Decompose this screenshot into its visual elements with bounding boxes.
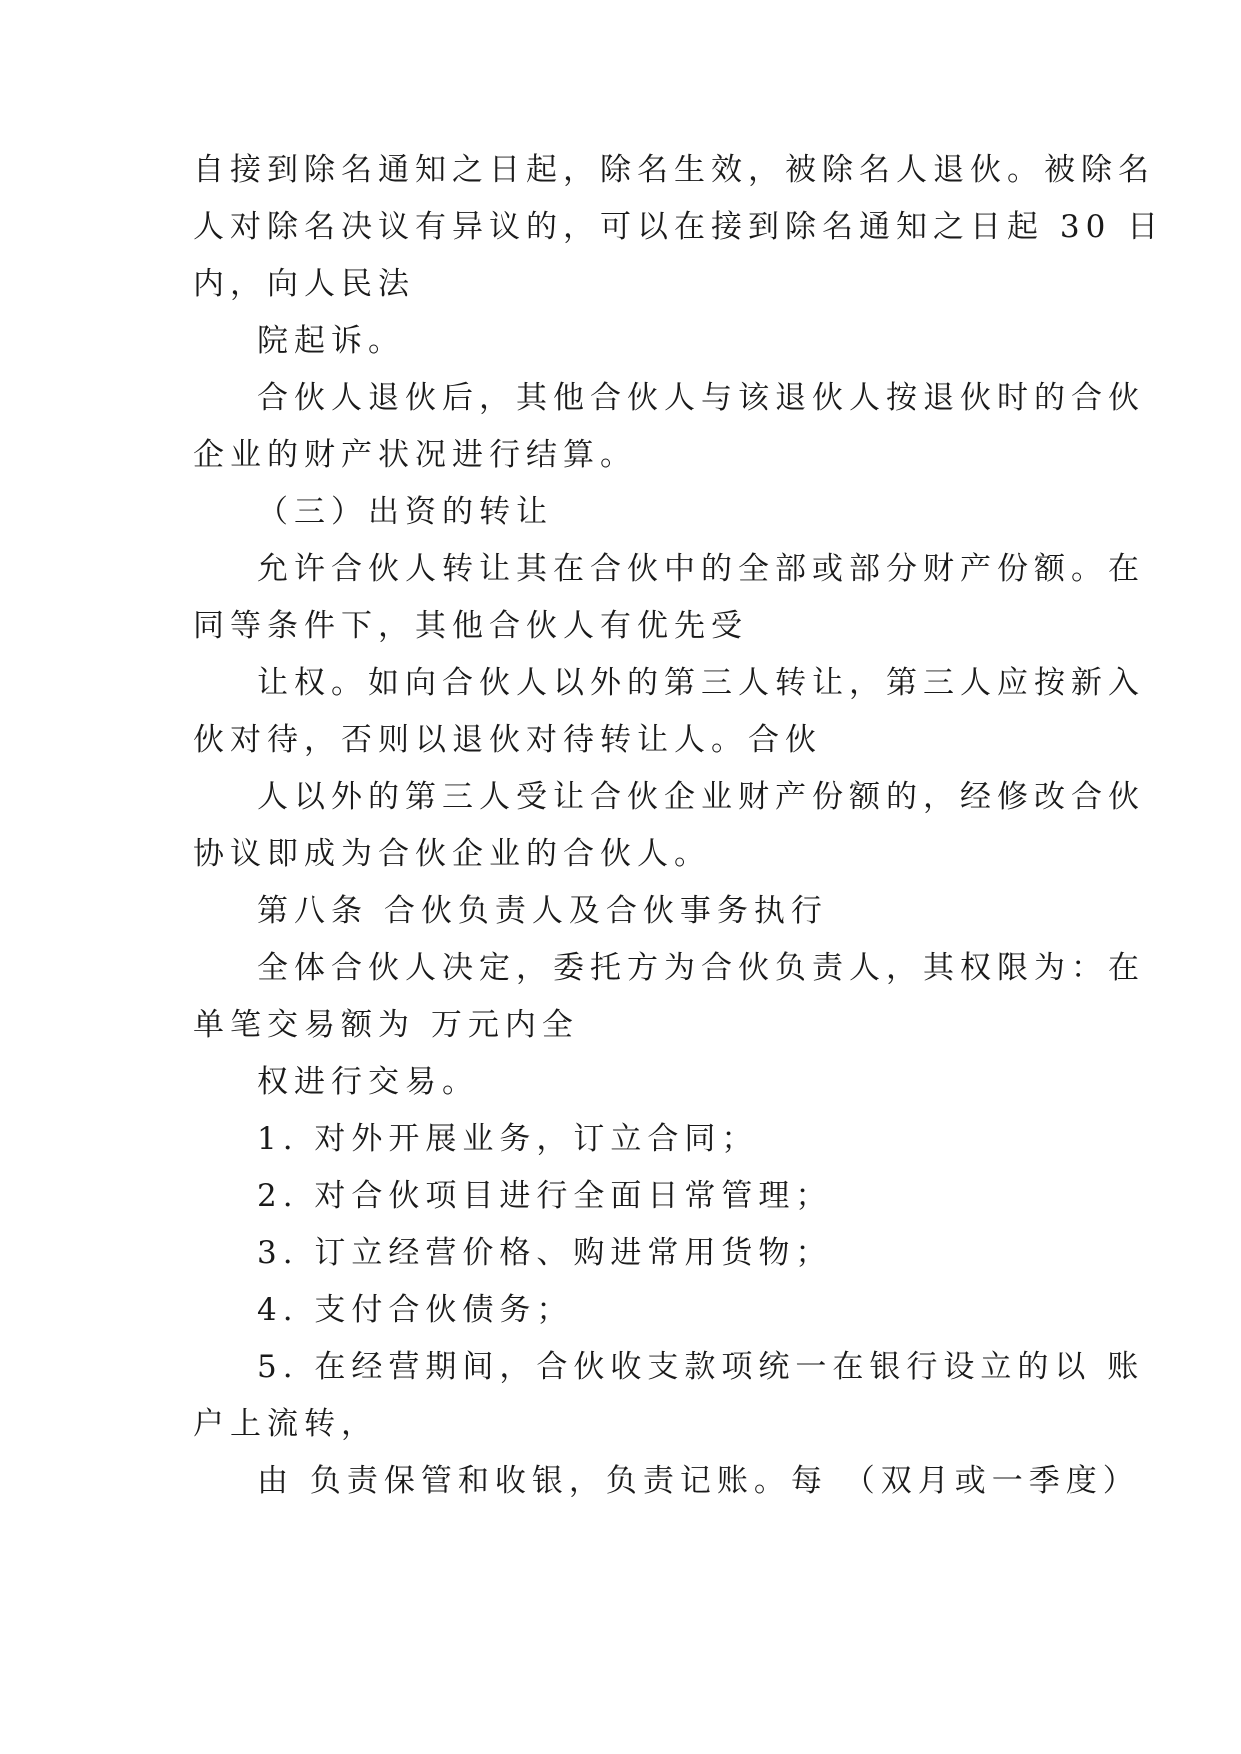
paragraph-line: 让权。如向合伙人以外的第三人转让，第三人应按新入	[257, 665, 1145, 701]
paragraph-line: 伙对待，否则以退伙对待转让人。合伙	[193, 722, 822, 758]
article-heading: 第八条 合伙负责人及合伙事务执行	[257, 893, 828, 929]
paragraph-line: 合伙人退伙后，其他合伙人与该退伙人按退伙时的合伙	[257, 380, 1145, 416]
paragraph-line: 院起诉。	[257, 323, 405, 359]
paragraph-line: 由 负责保管和收银，负责记账。每 （双月或一季度）	[257, 1463, 1140, 1499]
paragraph-line: 单笔交易额为 万元内全	[193, 1007, 579, 1043]
list-item: 3. 订立经营价格、购进常用货物；	[257, 1235, 833, 1271]
list-item: 1. 对外开展业务，订立合同；	[257, 1121, 759, 1157]
list-item: 4. 支付合伙债务；	[257, 1292, 574, 1328]
paragraph-line: 户上流转，	[193, 1406, 378, 1442]
paragraph-line: 允许合伙人转让其在合伙中的全部或部分财产份额。在	[257, 551, 1145, 587]
paragraph-line: 人对除名决议有异议的，可以在接到除名通知之日起 30 日	[193, 209, 1165, 245]
paragraph-line: 同等条件下，其他合伙人有优先受	[193, 608, 748, 644]
list-item: 2. 对合伙项目进行全面日常管理；	[257, 1178, 833, 1214]
paragraph-line: 人以外的第三人受让合伙企业财产份额的，经修改合伙	[257, 779, 1145, 815]
paragraph-line: 内，向人民法	[193, 266, 415, 302]
paragraph-line: 自接到除名通知之日起，除名生效，被除名人退伙。被除名	[193, 152, 1155, 188]
paragraph-line: 企业的财产状况进行结算。	[193, 437, 637, 473]
paragraph-line: 权进行交易。	[257, 1064, 479, 1100]
paragraph-line: 协议即成为合伙企业的合伙人。	[193, 836, 711, 872]
list-item: 5. 在经营期间，合伙收支款项统一在银行设立的以 账	[257, 1349, 1145, 1385]
paragraph-line: 全体合伙人决定，委托方为合伙负责人，其权限为：在	[257, 950, 1145, 986]
section-heading: （三）出资的转让	[257, 494, 553, 530]
